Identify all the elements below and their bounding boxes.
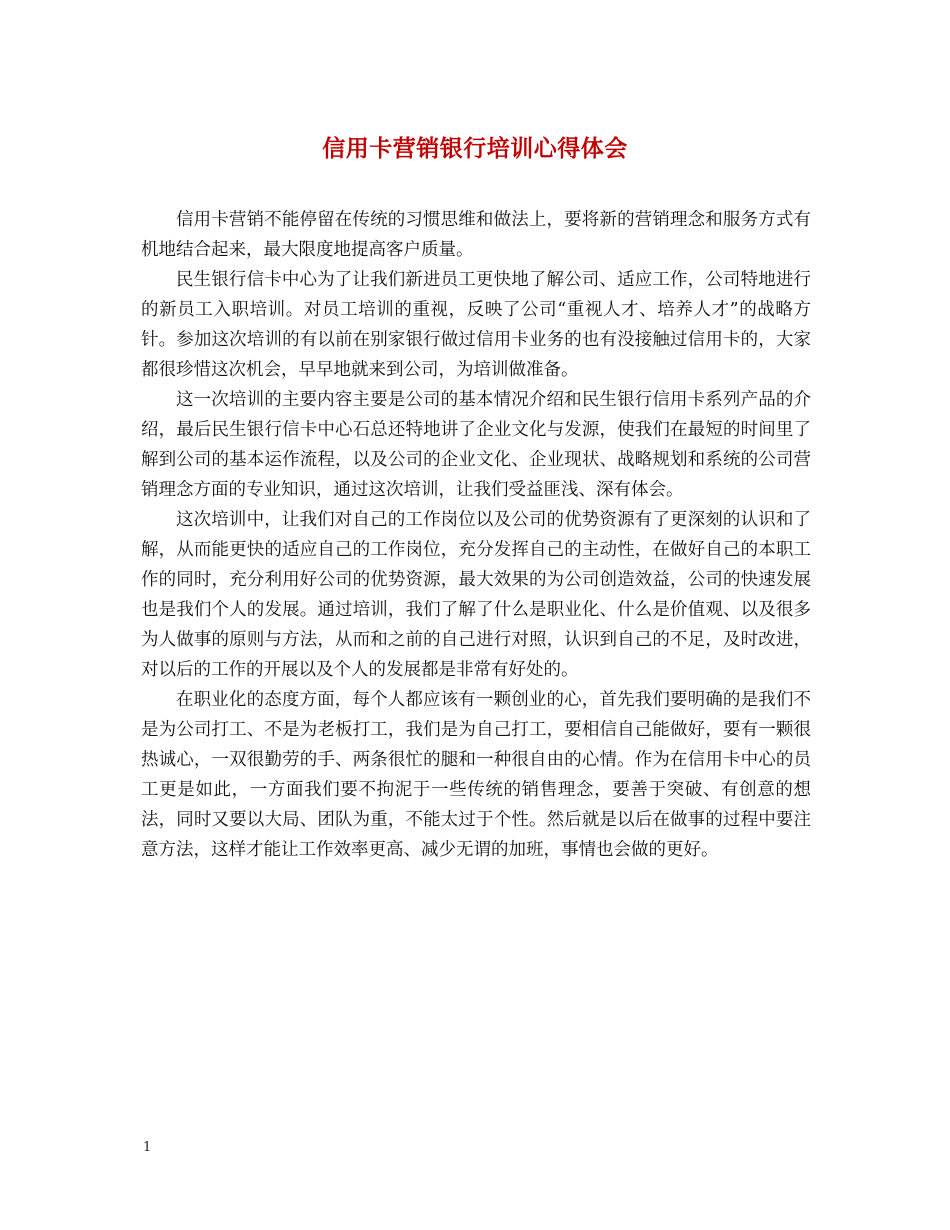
paragraph-3: 这一次培训的主要内容主要是公司的基本情况介绍和民生银行信用卡系列产品的介绍，最后民生银行信卡中心石总还特地讲了企业文化与发源，使我们在最短的时间里了解到公司的基本运作流程，以及公司的企业文化、企业现状、战略规划和系统的公司营销理念方面的专业知识，通过这次培训，让我们受益匪浅、深有体会。 bbox=[141, 390, 811, 500]
page-title: 信用卡营销银行培训心得体会 bbox=[322, 135, 628, 162]
document-body bbox=[141, 205, 811, 865]
paragraph-1: 信用卡营销不能停留在传统的习惯思维和做法上，要将新的营销理念和服务方式有机地结合起来，最大限度地提高客户质量。 bbox=[141, 210, 811, 260]
paragraph-4: 这次培训中，让我们对自己的工作岗位以及公司的优势资源有了更深刻的认识和了解，从而能更快的适应自己的工作岗位，充分发挥自己的主动性，在做好自己的本职工作的同时，充分利用好公司的优势资源，最大效果的为公司创造效益，公司的快速发展也是我们个人的发展。通过培训，我们了解了什么是职业化、什么是价值观、以及很多为人做事的原则与方法，从而和之前的自己进行对照，认识到自己的不足，及时改进，对以后的工作的开展以及个人的发展都是非常有好处的。 bbox=[141, 510, 811, 680]
page-number: 1 bbox=[143, 1140, 152, 1155]
paragraph-5: 在职业化的态度方面，每个人都应该有一颗创业的心，首先我们要明确的是我们不是为公司打工、不是为老板打工，我们是为自己打工，要相信自己能做好，要有一颗很热诚心，一双很勤劳的手、两条很忙的腿和一种很自由的心情。作为在信用卡中心的员工更是如此，一方面我们要不拘泥于一些传统的销售理念，要善于突破、有创意的想法，同时又要以大局、团队为重，不能太过于个性。然后就是以后在做事的过程中要注意方法，这样才能让工作效率更高、减少无谓的加班，事情也会做的更好。 bbox=[141, 690, 811, 860]
paragraph-2: 民生银行信卡中心为了让我们新进员工更快地了解公司、适应工作，公司特地进行的新员工入职培训。对员工培训的重视，反映了公司“重视人才、培养人才”的战略方针。参加这次培训的有以前在别家银行做过信用卡业务的也有没接触过信用卡的，大家都很珍惜这次机会，早早地就来到公司，为培训做准备。 bbox=[141, 270, 811, 380]
